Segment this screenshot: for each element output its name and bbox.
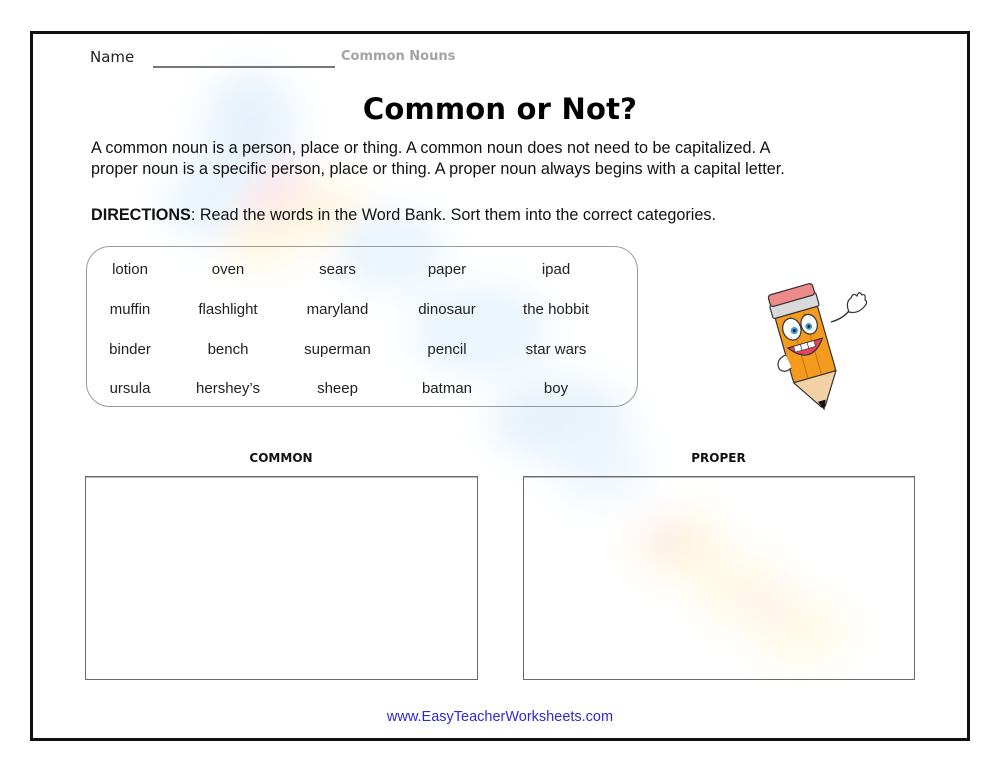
word-item: paper [427,261,467,278]
intro-line-2: proper noun is a specific person, place or thing. A proper noun always begins with a capital letter. [91,160,785,178]
topic-label: Common Nouns [341,49,456,64]
word-item: lotion [112,261,148,278]
word-item: muffin [109,300,151,318]
word-item: pencil [427,340,467,358]
word-item: hershey’s [196,380,260,397]
proper-answer-box[interactable] [523,476,915,680]
worksheet-title: Common or Not? [362,92,638,126]
word-item: flashlight [198,300,258,318]
directions [91,206,911,225]
intro-line-1: A common noun is a person, place or thing. A common noun does not need to be capitalized. A [91,139,771,157]
word-item: ipad [541,261,571,278]
word-item: batman [421,380,473,397]
word-item: maryland [306,300,369,318]
word-item: oven [211,261,245,278]
common-answer-box[interactable] [85,476,478,680]
word-item: star wars [525,340,587,358]
word-item: binder [109,340,151,358]
word-item: ursula [109,380,151,397]
name-field-line[interactable] [153,66,335,68]
name-label: Name [90,48,135,66]
word-item: sears [319,261,356,278]
word-item: dinosaur [418,300,476,318]
proper-category-label: PROPER [691,451,746,465]
word-item: bench [207,340,249,358]
pencil-mascot-icon [765,278,870,416]
word-bank-grid [87,247,637,406]
word-bank [86,246,638,407]
common-category-label: COMMON [249,451,313,465]
word-item: boy [543,380,569,397]
word-item: superman [304,340,371,358]
directions-label: DIRECTIONS [91,206,191,224]
word-item: the hobbit [523,300,589,318]
intro-paragraph [91,138,911,180]
directions-text: : Read the words in the Word Bank. Sort them into the correct categories. [190,206,716,224]
footer-url[interactable]: www.EasyTeacherWorksheets.com [386,709,614,725]
word-item: sheep [317,380,358,397]
